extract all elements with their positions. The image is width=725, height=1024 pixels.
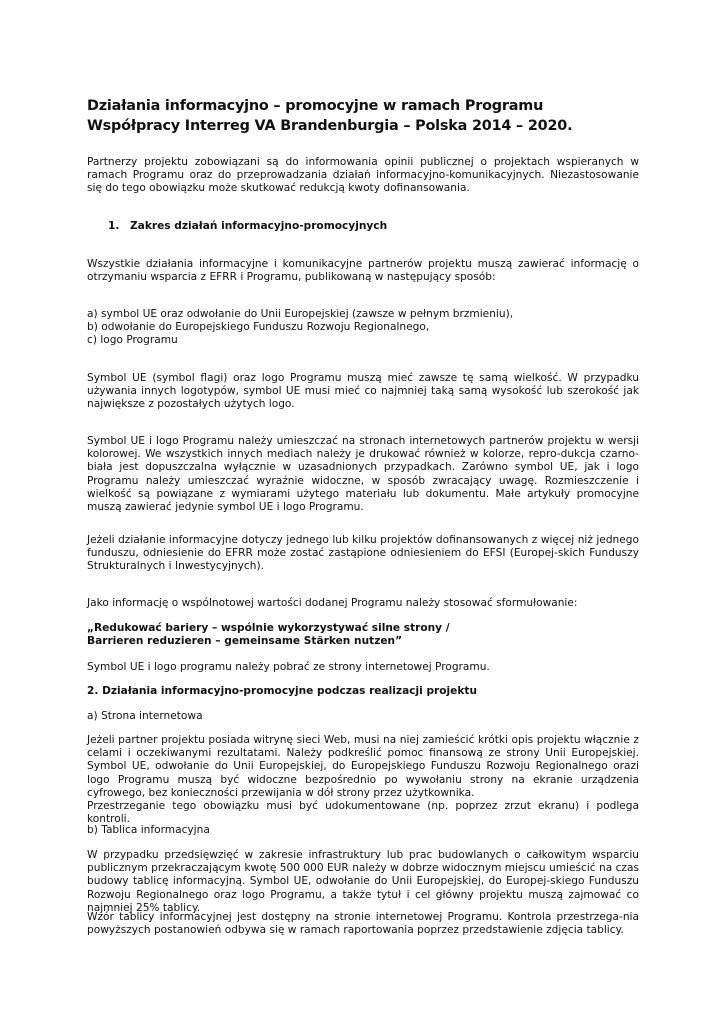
document-title: Działania informacyjno – promocyjne w ramach Programu Współpracy Interreg VA Brandenburgia – Polska 2014 – 2020. [87, 98, 573, 134]
subsection-a-paragraph-2: Przestrzeganie tego obowiązku musi być udokumentowane (np. poprzez zrzut ekranu) i podlega kontroli. [87, 800, 639, 826]
subsection-b-paragraph-2: Wzór tablicy informacyjnej jest dostępny na stronie internetowej Programu. Kontrola przestrzega-nia powyższych postanowień odbywa się w ramach raportowania poprzez przedstawienie zdjęcia tablicy. [87, 911, 639, 937]
section-1-paragraph-1: Wszystkie działania informacyjne i komunikacyjne partnerów projektu muszą zawierać informację o otrzymaniu wsparcia z EFRR i Programu, publikowaną w następujący sposób: [87, 258, 639, 284]
list-item: c) logo Programu [87, 334, 178, 347]
section-1-heading [87, 220, 660, 233]
slogan-polish: „Redukować bariery – wspólnie wykorzystywać silne strony / [87, 622, 450, 634]
intro-paragraph: Partnerzy projektu zobowiązani są do informowania opinii publicznej o projektach wspieranych w ramach Programu oraz do przeprowadzania działań informacyjno-komunikacyjnych. Niezastosowanie się do tego obowiązku może skutkować redukcją kwoty dofinansowania. [87, 156, 639, 195]
section-2-heading: 2. Działania informacyjno-promocyjne podczas realizacji projektu [87, 685, 478, 697]
subsection-b-label: b) Tablica informacyjna [87, 824, 210, 836]
list-item: a) symbol UE oraz odwołanie do Unii Europejskiej (zawsze w pełnym brzmieniu), [87, 308, 514, 320]
section-1-number: 1. [108, 220, 120, 232]
slogan-german: Barrieren reduzieren – gemeinsame Stärken nutzen” [87, 635, 403, 648]
section-1-title: Zakres działań informacyjno-promocyjnych [130, 220, 388, 232]
section-1-paragraph-3: Symbol UE i logo Programu należy umieszczać na stronach internetowych partnerów projektu w wersji kolorowej. We wszystkich innych mediach należy je drukować również w kolorze, repro-dukcja czarno-biała jest dopuszczalna wyłącznie w uzasadnionych przypadkach. Zarówno symbol UE, jak i logo Programu należy umieszczać wyraźnie widoczne, w sposób zwracający uwagę. Rozmieszczenie i wielkość są powiązane z wymiarami użytego materiału lub dokumentu. Małe artykuły promocyjne muszą zawierać jedynie symbol UE i logo Programu. [87, 435, 639, 514]
subsection-b-paragraph-1: W przypadku przedsięwzięć w zakresie infrastruktury lub prac budowlanych o całkowitym wsparciu publicznym przekraczającym kwotę 500 000 EUR należy w dobrze widocznym miejscu umieścić na czas budowy tablicę informacyjną. Symbol UE, odwołanie do Unii Europejskiej, do Europej-skiego Funduszu Rozwoju Regionalnego oraz logo Programu, a także tytuł i cel główny projektu muszą zajmować co najmniej 25% tablicy. [87, 849, 639, 914]
subsection-a-label: a) Strona internetowa [87, 710, 203, 722]
logo-requirements-list [87, 308, 639, 348]
section-1-paragraph-2: Symbol UE (symbol flagi) oraz logo Programu muszą mieć zawsze tę samą wielkość. W przypadku używania innych logotypów, symbol UE musi mieć co najmniej taką samą wysokość lub szerokość jak największe z pozostałych użytych logo. [87, 372, 639, 411]
section-1-paragraph-5: Jako informację o wspólnotowej wartości dodanej Programu należy stosować sformułowanie: [87, 597, 578, 609]
section-1-paragraph-6: Symbol UE i logo programu należy pobrać ze strony internetowej Programu. [87, 661, 490, 673]
program-slogan [87, 622, 639, 648]
section-1-paragraph-4: Jeżeli działanie informacyjne dotyczy jednego lub kilku projektów dofinansowanych z więcej niż jednego funduszu, odniesienie do EFRR może zostać zastąpione odniesieniem do EFSI (Europej-skich Funduszy Strukturalnych i Inwestycyjnych). [87, 534, 639, 573]
list-item: b) odwołanie do Europejskiego Funduszu Rozwoju Regionalnego, [87, 321, 430, 334]
subsection-a-paragraph-1: Jeżeli partner projektu posiada witrynę sieci Web, musi na niej zamieścić krótki opis projektu włącznie z celami i oczekiwanymi rezultatami. Należy podkreślić pomoc finansową ze strony Unii Europejskiej. Symbol UE, odwołanie do Unii Europejskiej, do Europejskiego Funduszu Rozwoju Regionalnego orazi logo Programu muszą być widoczne bezpośrednio po wywołaniu strony na ekranie urządzenia cyfrowego, bez konieczności przewijania w dół strony przez użytkownika. [87, 734, 639, 799]
